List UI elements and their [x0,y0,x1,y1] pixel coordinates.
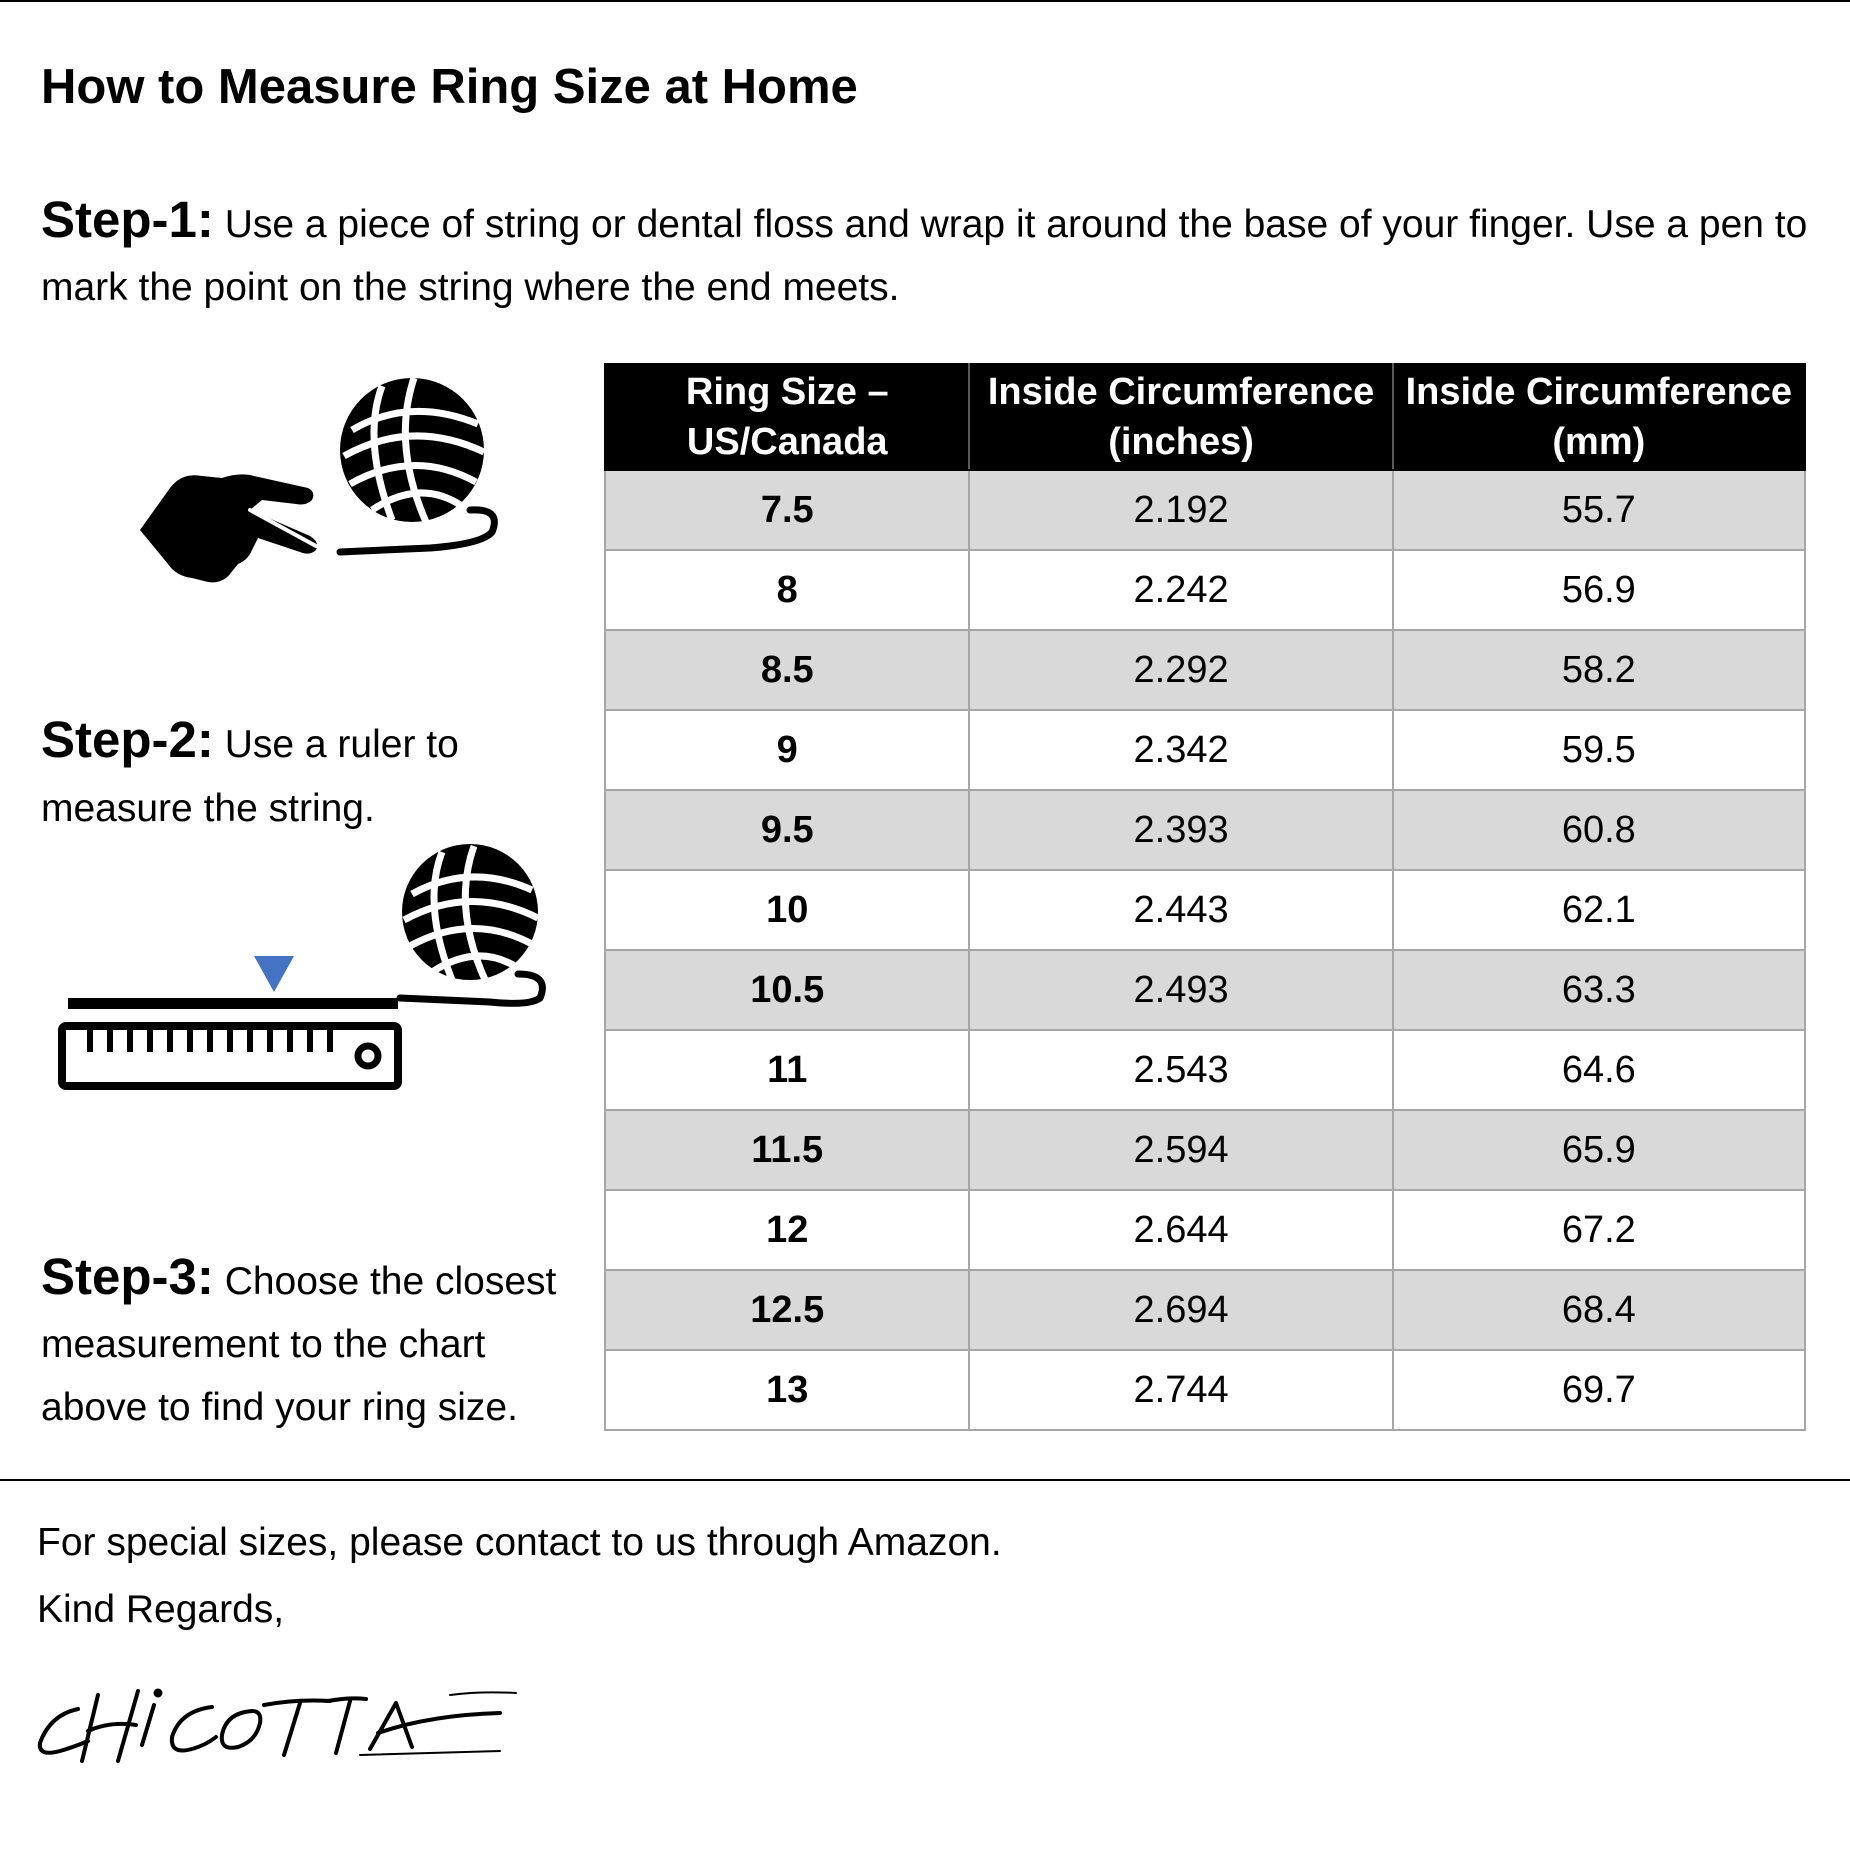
inches-cell: 2.292 [969,630,1392,710]
inches-cell: 2.594 [969,1110,1392,1190]
footer-closing: Kind Regards, [37,1588,285,1631]
ring-size-cell: 7.5 [605,470,969,550]
yarn-ball-icon [400,844,542,1003]
table-row [605,1190,1805,1270]
footer-contact-note: For special sizes, please contact to us through Amazon. [37,1521,1002,1564]
table-row [605,1350,1805,1430]
step-1-illustration [130,360,520,600]
table-header-row [605,364,1805,470]
ring-size-cell: 9 [605,710,969,790]
ring-size-cell: 9.5 [605,790,969,870]
step-3 [41,1245,601,1439]
step-3-label: Step-3: [41,1248,214,1305]
table-row [605,470,1805,550]
ring-size-cell: 13 [605,1350,969,1430]
step-2-illustration [50,840,550,1100]
inches-cell: 2.644 [969,1190,1392,1270]
ring-size-chart [604,363,1806,1431]
signature-icon [30,1665,520,1775]
table-row [605,630,1805,710]
hand-pointer-icon [140,474,317,582]
header-circumference-mm: Inside Circumference (mm) [1393,364,1805,470]
top-divider [0,0,1850,2]
mm-cell: 64.6 [1393,1030,1805,1110]
mm-cell: 69.7 [1393,1350,1805,1430]
mm-cell: 67.2 [1393,1190,1805,1270]
table-row [605,1030,1805,1110]
yarn-ball-icon [340,378,494,552]
table-row [605,950,1805,1030]
step-1 [41,188,1831,319]
step-2 [41,708,581,841]
mm-cell: 63.3 [1393,950,1805,1030]
table-row [605,1110,1805,1190]
mm-cell: 60.8 [1393,790,1805,870]
ruler-icon [62,998,398,1086]
triangle-marker-icon [254,956,294,992]
mm-cell: 68.4 [1393,1270,1805,1350]
ring-size-cell: 10 [605,870,969,950]
ring-size-cell: 8 [605,550,969,630]
ring-size-cell: 12.5 [605,1270,969,1350]
footer-divider [0,1479,1850,1481]
step-1-text: Use a piece of string or dental floss and wrap it around the base of your finger. Use a pen to mark the point on the string where the end meets. [41,203,1808,309]
table-row [605,550,1805,630]
inches-cell: 2.543 [969,1030,1392,1110]
page-title: How to Measure Ring Size at Home [41,60,858,114]
header-circumference-inches: Inside Circumference (inches) [969,364,1392,470]
mm-cell: 58.2 [1393,630,1805,710]
ring-size-cell: 11 [605,1030,969,1110]
inches-cell: 2.493 [969,950,1392,1030]
mm-cell: 56.9 [1393,550,1805,630]
mm-cell: 62.1 [1393,870,1805,950]
step-2-text: Use a ruler to measure the string. [41,723,459,830]
inches-cell: 2.342 [969,710,1392,790]
inches-cell: 2.242 [969,550,1392,630]
mm-cell: 65.9 [1393,1110,1805,1190]
inches-cell: 2.393 [969,790,1392,870]
inches-cell: 2.694 [969,1270,1392,1350]
inches-cell: 2.744 [969,1350,1392,1430]
mm-cell: 55.7 [1393,470,1805,550]
step-3-text: Choose the closest measurement to the chart above to find your ring size. [41,1260,557,1429]
table-row [605,790,1805,870]
inches-cell: 2.443 [969,870,1392,950]
header-ring-size: Ring Size – US/Canada [605,364,969,470]
table-row [605,870,1805,950]
table-row [605,710,1805,790]
step-2-label: Step-2: [41,711,214,768]
mm-cell: 59.5 [1393,710,1805,790]
ring-size-cell: 8.5 [605,630,969,710]
step-1-label: Step-1: [41,191,214,248]
ring-size-cell: 10.5 [605,950,969,1030]
ring-size-cell: 11.5 [605,1110,969,1190]
inches-cell: 2.192 [969,470,1392,550]
table-row [605,1270,1805,1350]
ring-size-cell: 12 [605,1190,969,1270]
